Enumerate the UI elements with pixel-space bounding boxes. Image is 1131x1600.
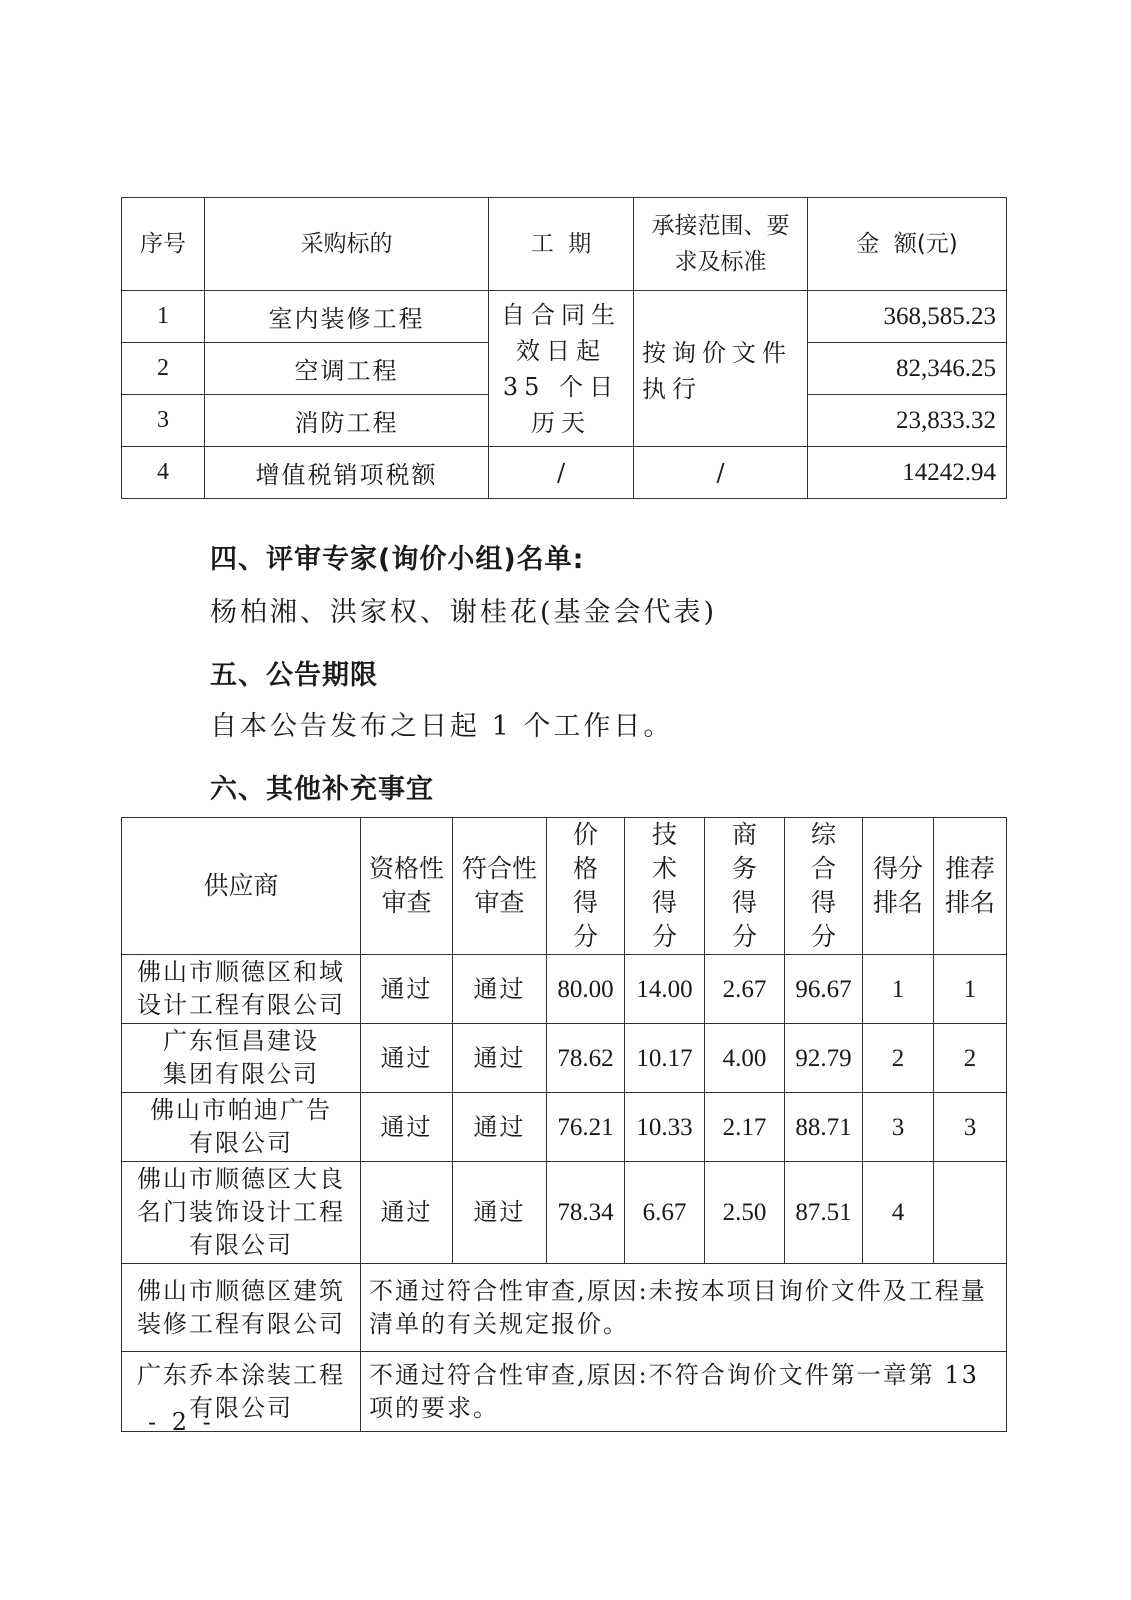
biz-score: 2.50 [705,1162,785,1264]
row-amount: 14242.94 [808,447,1007,499]
total-score: 96.67 [785,955,863,1024]
table-row [122,447,1007,499]
supplier-name: 佛山市顺德区和域设计工程有限公司 [122,955,361,1024]
total-score: 92.79 [785,1024,863,1093]
header-tech-score: 技术得分 [625,818,705,955]
table-row-rejected [122,1264,1007,1352]
conformity-result: 通过 [453,1162,547,1264]
header-supplier: 供应商 [122,818,361,955]
header-rec-rank: 推荐排名 [934,818,1007,955]
header-scope: 承接范围、要求及标准 [634,198,808,291]
table-row [122,1093,1007,1162]
score-rank: 1 [863,955,934,1024]
total-score: 87.51 [785,1162,863,1264]
header-amount: 金 额(元) [808,198,1007,291]
header-index: 序号 [122,198,205,291]
biz-score: 4.00 [705,1024,785,1093]
section4-title: 四、评审专家(询价小组)名单: [210,544,585,575]
row-index: 4 [122,447,205,499]
score-rank: 3 [863,1093,934,1162]
price-score: 80.00 [547,955,625,1024]
biz-score: 2.67 [705,955,785,1024]
tech-score: 14.00 [625,955,705,1024]
row-index: 1 [122,291,205,343]
rejection-reason: 不通过符合性审查,原因:不符合询价文件第一章第 13 项的要求。 [361,1352,1007,1432]
biz-score: 2.17 [705,1093,785,1162]
row-scope: / [634,447,808,499]
qualification-result: 通过 [361,1093,453,1162]
header-qualification: 资格性审查 [361,818,453,955]
supplier-name: 广东乔本涂装工程有限公司 [122,1352,361,1432]
evaluation-table [121,817,1007,1432]
tech-score: 6.67 [625,1162,705,1264]
row-amount: 82,346.25 [808,343,1007,395]
rec-rank: 3 [934,1093,1007,1162]
tech-score: 10.17 [625,1024,705,1093]
conformity-result: 通过 [453,955,547,1024]
price-score: 76.21 [547,1093,625,1162]
qualification-result: 通过 [361,1024,453,1093]
table-row [122,1162,1007,1264]
section5-title: 五、公告期限 [210,660,378,691]
page-number: - 2 - [148,1408,215,1436]
price-score: 78.62 [547,1024,625,1093]
row-amount: 23,833.32 [808,395,1007,447]
table-row [122,291,1007,343]
supplier-name: 佛山市帕迪广告有限公司 [122,1093,361,1162]
rec-rank [934,1162,1007,1264]
row-item: 增值税销项税额 [205,447,489,499]
header-item: 采购标的 [205,198,489,291]
row-index: 2 [122,343,205,395]
row-item: 室内装修工程 [205,291,489,343]
row-amount: 368,585.23 [808,291,1007,343]
header-total-score: 综合得分 [785,818,863,955]
qualification-result: 通过 [361,1162,453,1264]
rejection-reason: 不通过符合性审查,原因:未按本项目询价文件及工程量清单的有关规定报价。 [361,1264,1007,1352]
row-index: 3 [122,395,205,447]
section4-text: 杨柏湘、洪家权、谢桂花(基金会代表) [210,597,718,628]
conformity-result: 通过 [453,1024,547,1093]
procurement-table [121,197,1007,499]
header-period: 工 期 [489,198,634,291]
scope-merged: 按询价文件执行 [634,291,808,447]
header-score-rank: 得分排名 [863,818,934,955]
header-conformity: 符合性审查 [453,818,547,955]
rec-rank: 1 [934,955,1007,1024]
row-item: 空调工程 [205,343,489,395]
table-row [122,955,1007,1024]
price-score: 78.34 [547,1162,625,1264]
supplier-name: 佛山市顺德区大良名门装饰设计工程有限公司 [122,1162,361,1264]
supplier-name: 广东恒昌建设集团有限公司 [122,1024,361,1093]
table-row [122,1024,1007,1093]
period-merged: 自合同生效日起 35 个日历天 [489,291,634,447]
header-price-score: 价格得分 [547,818,625,955]
total-score: 88.71 [785,1093,863,1162]
section6-title: 六、其他补充事宜 [210,774,434,805]
rec-rank: 2 [934,1024,1007,1093]
score-rank: 2 [863,1024,934,1093]
table-header-row [122,198,1007,291]
conformity-result: 通过 [453,1093,547,1162]
supplier-name: 佛山市顺德区建筑装修工程有限公司 [122,1264,361,1352]
table-row-rejected [122,1352,1007,1432]
score-rank: 4 [863,1162,934,1264]
table-header-row [122,818,1007,955]
row-period: / [489,447,634,499]
row-item: 消防工程 [205,395,489,447]
tech-score: 10.33 [625,1093,705,1162]
header-biz-score: 商务得分 [705,818,785,955]
qualification-result: 通过 [361,955,453,1024]
section5-text: 自本公告发布之日起 1 个工作日。 [210,711,674,742]
